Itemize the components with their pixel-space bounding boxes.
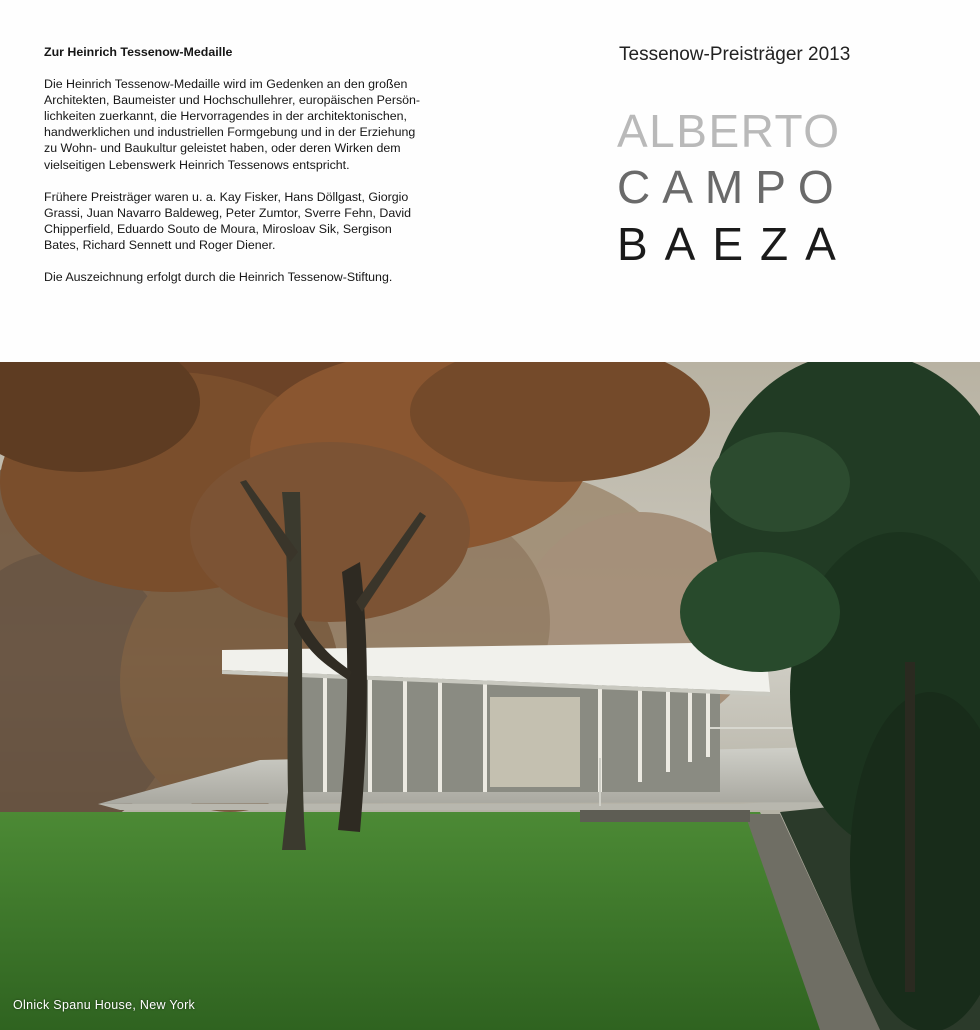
intro-text-block <box>44 44 444 301</box>
intro-paragraph-1 <box>44 76 444 173</box>
intro-p1-line: Architekten, Baumeister und Hochschullehrer, europäischen Persön- <box>44 93 421 108</box>
intro-p1-line: handwerklichen und industriellen Formgebung und in der Erziehung <box>44 125 416 140</box>
kitchen-block <box>490 697 580 787</box>
laureate-surname-1: CAMPO <box>617 161 846 213</box>
photo-caption: Olnick Spanu House, New York <box>13 998 196 1012</box>
intro-p1-line: Die Heinrich Tessenow-Medaille wird im Gedenken an den großen <box>44 77 408 92</box>
intro-p2-line: Chipperfield, Eduardo Souto de Moura, Mirosloav Sik, Sergison <box>44 221 392 236</box>
intro-p2-line: Bates, Richard Sennett und Roger Diener. <box>44 237 276 252</box>
intro-paragraph-3: Die Auszeichnung erfolgt durch die Heinrich Tessenow-Stiftung. <box>44 270 393 285</box>
house-photograph <box>0 362 980 1030</box>
intro-p2-line: Frühere Preisträger waren u. a. Kay Fisker, Hans Döllgast, Giorgio <box>44 189 409 204</box>
intro-p1-line: zu Wohn- und Baukultur geleistet haben, oder deren Wirken dem <box>44 141 401 156</box>
laureate-surname-2: BAEZA <box>617 218 853 270</box>
house-photo-illustration <box>0 362 980 1030</box>
intro-p1-line: lichkeiten zuerkannt, die Hervorragendes in der architektonischen, <box>44 109 407 124</box>
award-title: Tessenow-Preisträger 2013 <box>619 44 851 65</box>
intro-p2-line: Grassi, Juan Navarro Baldeweg, Peter Zumtor, Sverre Fehn, David <box>44 205 412 220</box>
laureate-first-name: ALBERTO <box>617 105 841 157</box>
intro-p1-line: vielseitigen Lebenswerk Heinrich Tessenows entspricht. <box>44 157 350 172</box>
intro-paragraph-2 <box>44 189 444 253</box>
intro-heading: Zur Heinrich Tessenow-Medaille <box>44 45 233 59</box>
header-section <box>0 0 980 362</box>
